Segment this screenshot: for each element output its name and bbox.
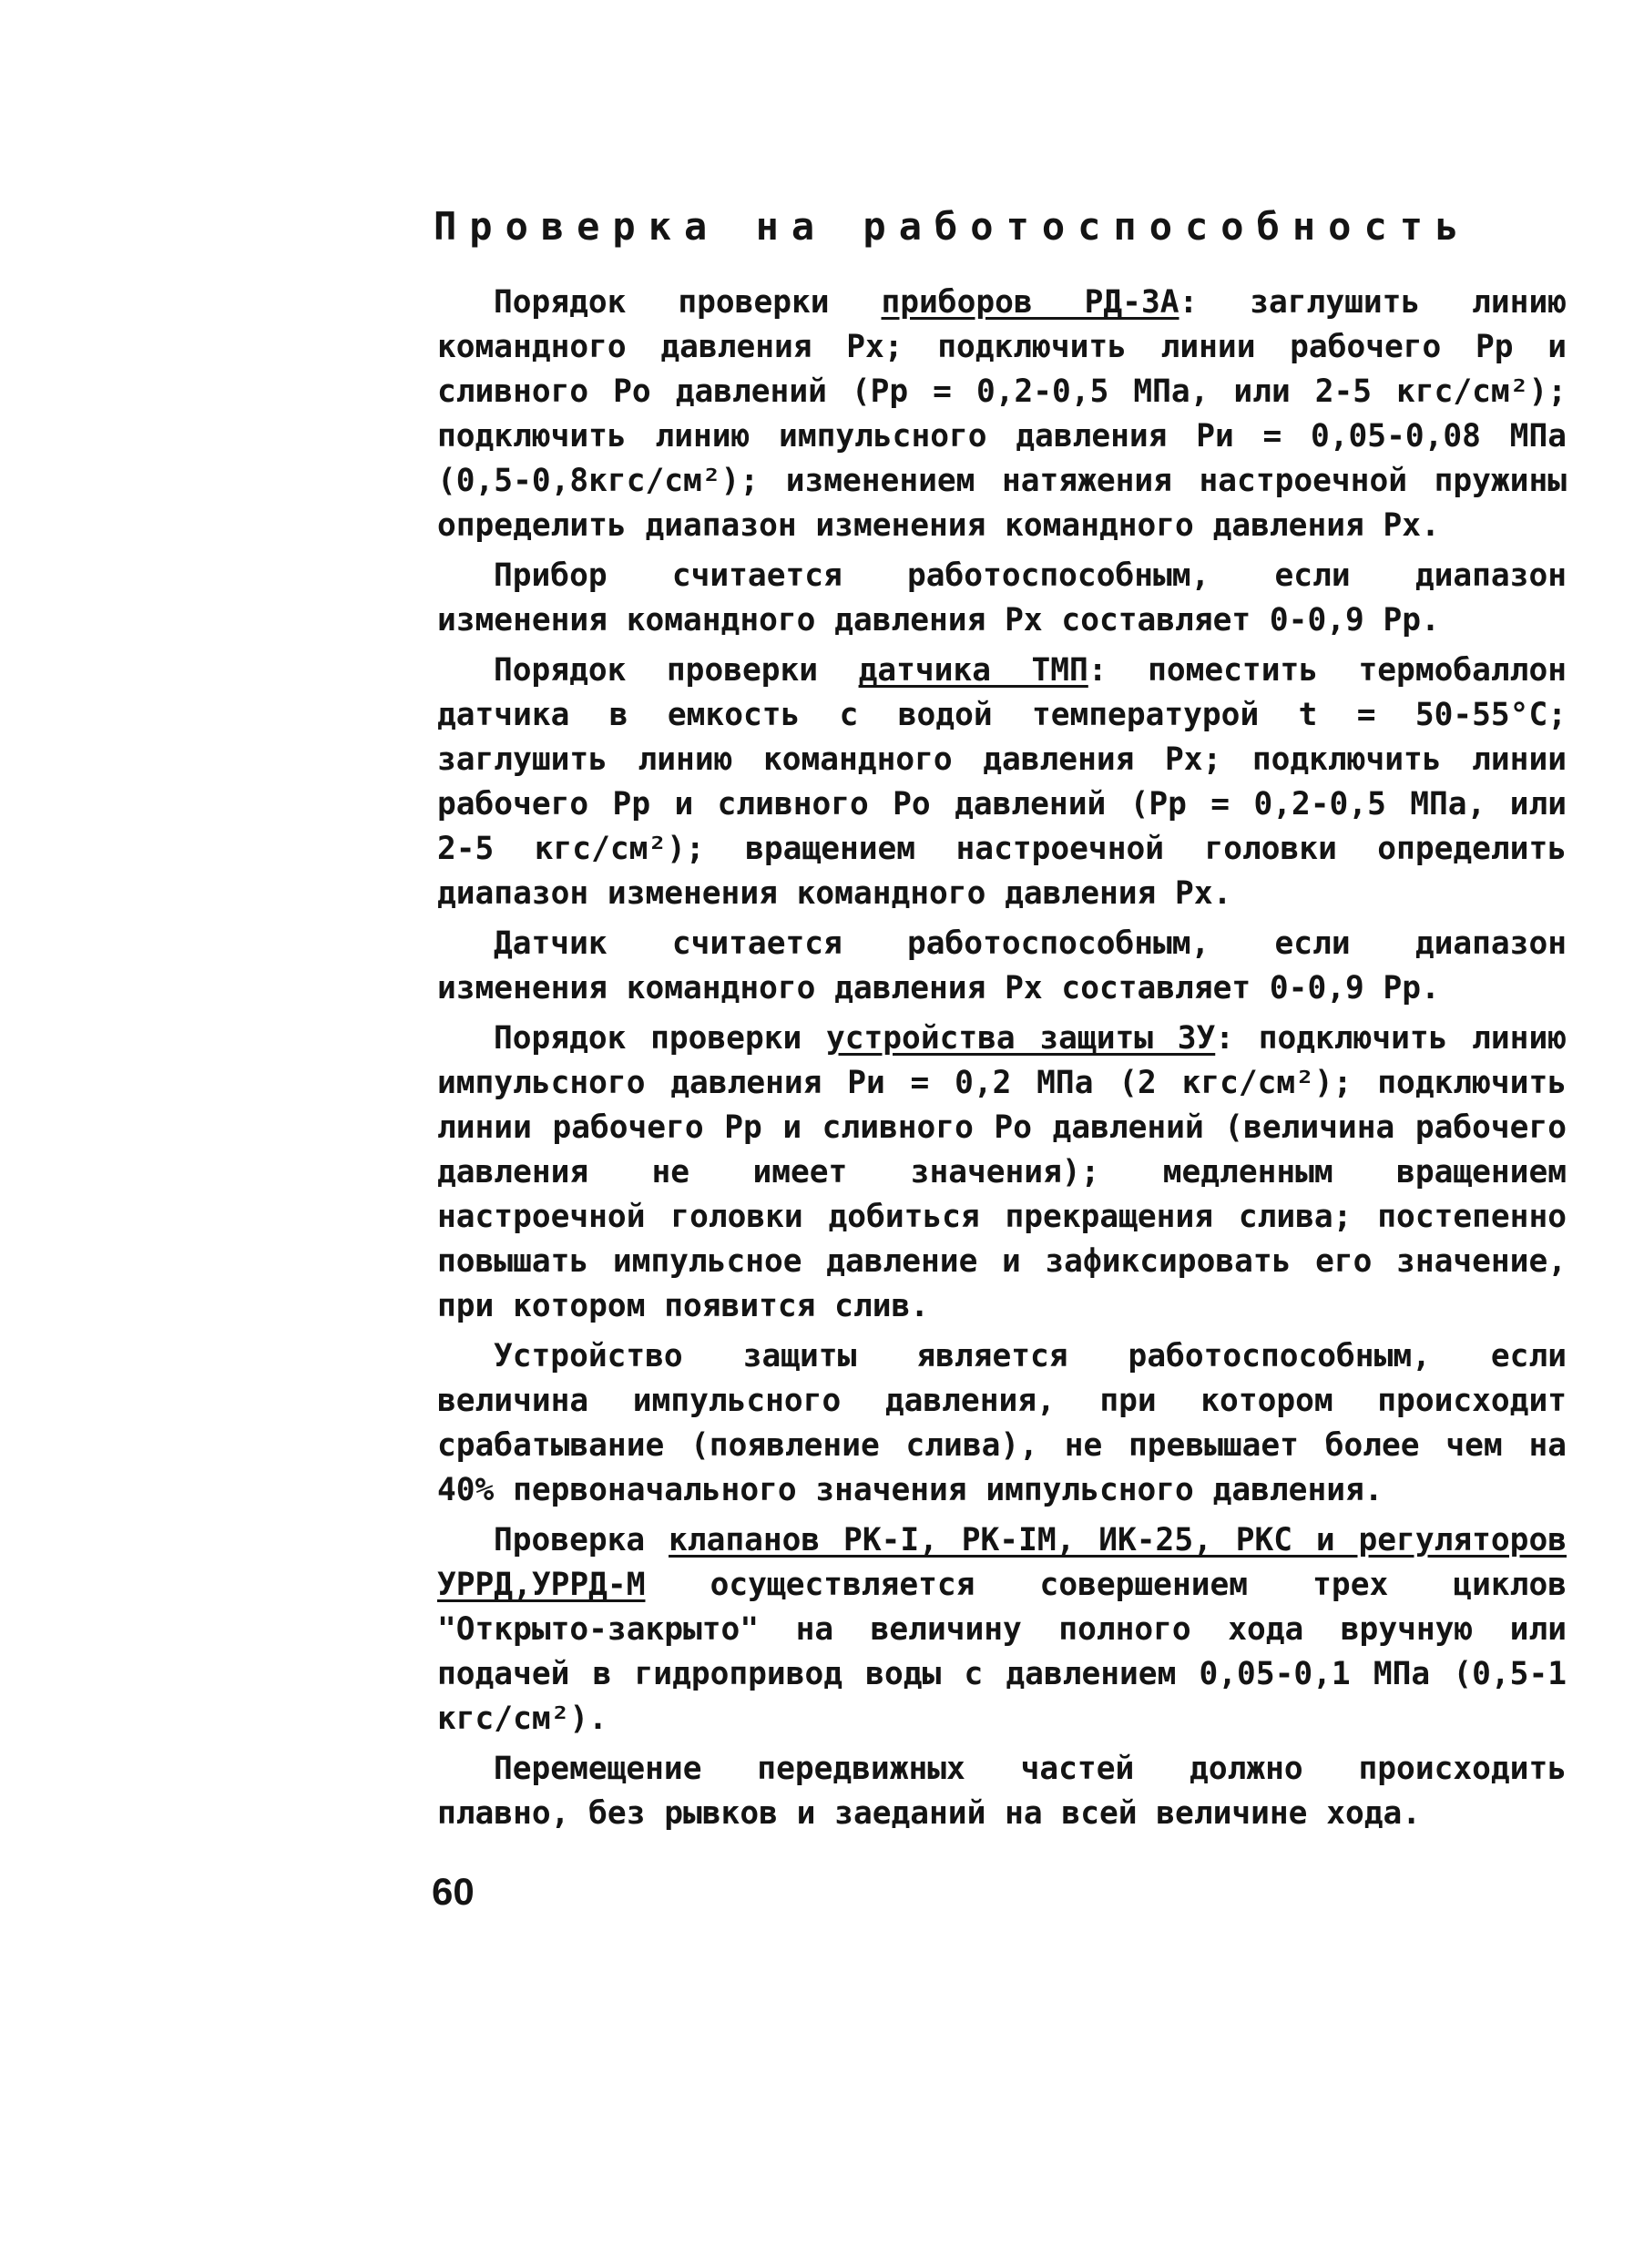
paragraph-text: Прибор считается работоспособным, если диапазон изменения командного давления Рх составляет 0-0,9 Рр. [437,557,1567,639]
paragraph-valves-criterion [437,1747,1567,1836]
paragraph-rd3a-procedure [437,281,1567,548]
paragraph-lead: Проверка [494,1522,669,1558]
device-name-tmp: датчика ТМП [858,652,1088,689]
paragraph-text: Устройство защиты является работоспособным, если величина импульсного давления, при котором происходит срабатывание (появление слива), не превышает более чем на 40% первоначального значения импульсного давления. [437,1338,1567,1508]
section-heading: Проверка на работоспособность [434,204,1472,249]
paragraph-tmp-procedure [437,649,1567,916]
paragraph-rd3a-criterion [437,554,1567,643]
paragraph-valves-procedure [437,1518,1567,1742]
paragraph-zu-criterion [437,1334,1567,1513]
paragraph-lead: Порядок проверки [494,284,882,321]
device-name-valves: клапанов РК-I, РК-IМ, ИК-25, РКС и регуляторов УРРД,УРРД-М [437,1522,1567,1603]
paragraph-text: : заглушить линию командного давления Рх; подключить линии рабочего Рр и сливного Ро давлений (Рр = 0,2-0,5 МПа, или 2-5 кгс/см²); подключить линию импульсного давления Ри = 0,05-0,08 МПа (0,5-0,8кгс/см²); изменением натяжения настроечной пружины определить диапазон изменения командного давления Рх. [437,284,1567,544]
device-name-rd3a: приборов РД-3А [881,284,1179,321]
paragraph-text: : поместить термобаллон датчика в емкость с водой температурой t = 50-55°С; заглушить линию командного давления Рх; подключить линии рабочего Рр и сливного Ро давлений (Рр = 0,2-0,5 МПа, или 2-5 кгс/см²); вращением настроечной головки определить диапазон изменения командного давления Рх. [437,652,1567,912]
paragraph-text: : подключить линию импульсного давления Ри = 0,2 МПа (2 кгс/см²); подключить линии рабочего Рр и сливного Ро давлений (величина рабочего давления не имеет значения); медленным вращением настроечной головки добиться прекращения слива; постепенно повышать импульсное давление и зафиксировать его значение, при котором появится слив. [437,1020,1567,1324]
paragraph-text: осуществляется совершением трех циклов "Открыто-закрыто" на величину полного хода вручную или подачей в гидропривод воды с давлением 0,05-0,1 МПа (0,5-1 кгс/см²). [437,1567,1567,1737]
paragraph-text: Датчик считается работоспособным, если диапазон изменения командного давления Рх составляет 0-0,9 Рр. [437,925,1567,1006]
paragraph-zu-procedure [437,1017,1567,1329]
device-name-zu: устройства защиты ЗУ [825,1020,1216,1057]
page-number: 60 [432,1870,475,1913]
paragraph-tmp-criterion [437,922,1567,1011]
paragraph-lead: Порядок проверки [494,1020,826,1057]
paragraph-lead: Порядок проверки [494,652,859,689]
body-text [437,281,1567,1836]
paragraph-text: Перемещение передвижных частей должно происходить плавно, без рывков и заеданий на всей величине хода. [437,1751,1567,1832]
